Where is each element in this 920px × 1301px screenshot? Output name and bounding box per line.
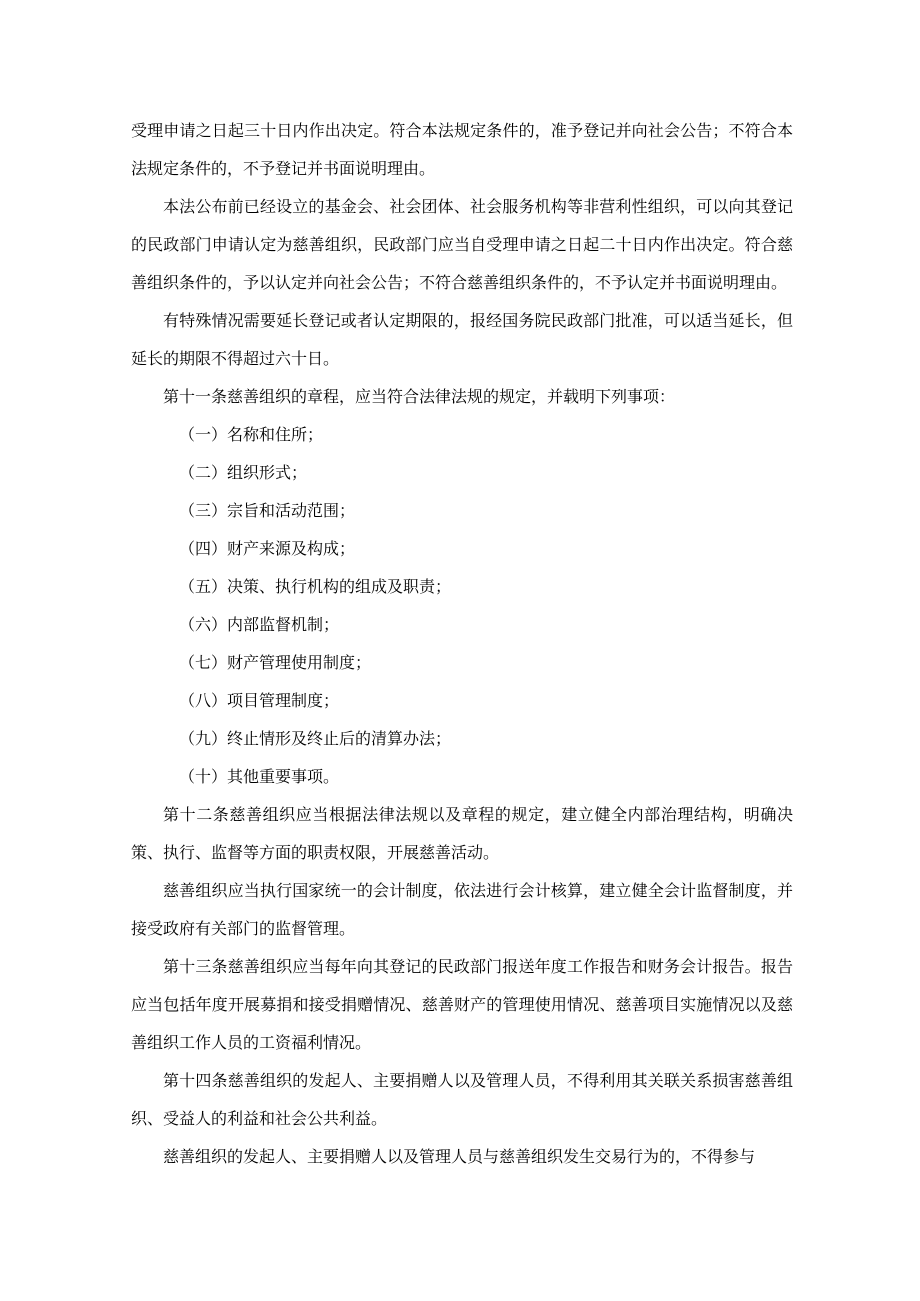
- list-item: （十）其他重要事项。: [179, 767, 340, 786]
- list-item: （三）宗旨和活动范围；: [179, 501, 356, 520]
- paragraph: 本法公布前已经设立的基金会、社会团体、社会服务机构等非营利性组织，可以向其登记的民政部门申请认定为慈善组织，民政部门应当自受理申请之日起二十日内作出决定。符合慈善组织条件的，予以认定并向社会公告；不符合慈善组织条件的，不予认定并书面说明理由。: [131, 197, 793, 292]
- paragraph: 第十二条慈善组织应当根据法律法规以及章程的规定，建立健全内部治理结构，明确决策、执行、监督等方面的职责权限，开展慈善活动。: [131, 805, 793, 862]
- paragraph: 第十三条慈善组织应当每年向其登记的民政部门报送年度工作报告和财务会计报告。报告应当包括年度开展募捐和接受捐赠情况、慈善财产的管理使用情况、慈善项目实施情况以及慈善组织工作人员的工资福利情况。: [131, 957, 793, 1052]
- list-item: （一）名称和住所；: [179, 425, 324, 444]
- list-item: （六）内部监督机制；: [179, 615, 340, 634]
- list-item: （九）终止情形及终止后的清算办法；: [179, 729, 452, 748]
- paragraph: 第十四条慈善组织的发起人、主要捐赠人以及管理人员，不得利用其关联关系损害慈善组织、受益人的利益和社会公共利益。: [131, 1071, 793, 1128]
- document-body: [131, 112, 793, 1176]
- list-item: （二）组织形式；: [179, 463, 308, 482]
- list-item: （七）财产管理使用制度；: [179, 653, 372, 672]
- paragraph: 第十一条慈善组织的章程，应当符合法律法规的规定，并载明下列事项：: [163, 387, 676, 406]
- list-item: （五）决策、执行机构的组成及职责；: [179, 577, 452, 596]
- paragraph: 受理申请之日起三十日内作出决定。符合本法规定条件的，准予登记并向社会公告；不符合本法规定条件的，不予登记并书面说明理由。: [131, 121, 793, 178]
- paragraph: 有特殊情况需要延长登记或者认定期限的，报经国务院民政部门批准，可以适当延长，但延长的期限不得超过六十日。: [131, 311, 793, 368]
- paragraph: 慈善组织的发起人、主要捐赠人以及管理人员与慈善组织发生交易行为的，不得参与: [163, 1147, 756, 1166]
- list-item: （八）项目管理制度；: [179, 691, 340, 710]
- paragraph: 慈善组织应当执行国家统一的会计制度，依法进行会计核算，建立健全会计监督制度，并接受政府有关部门的监督管理。: [131, 881, 793, 938]
- list-item: （四）财产来源及构成；: [179, 539, 356, 558]
